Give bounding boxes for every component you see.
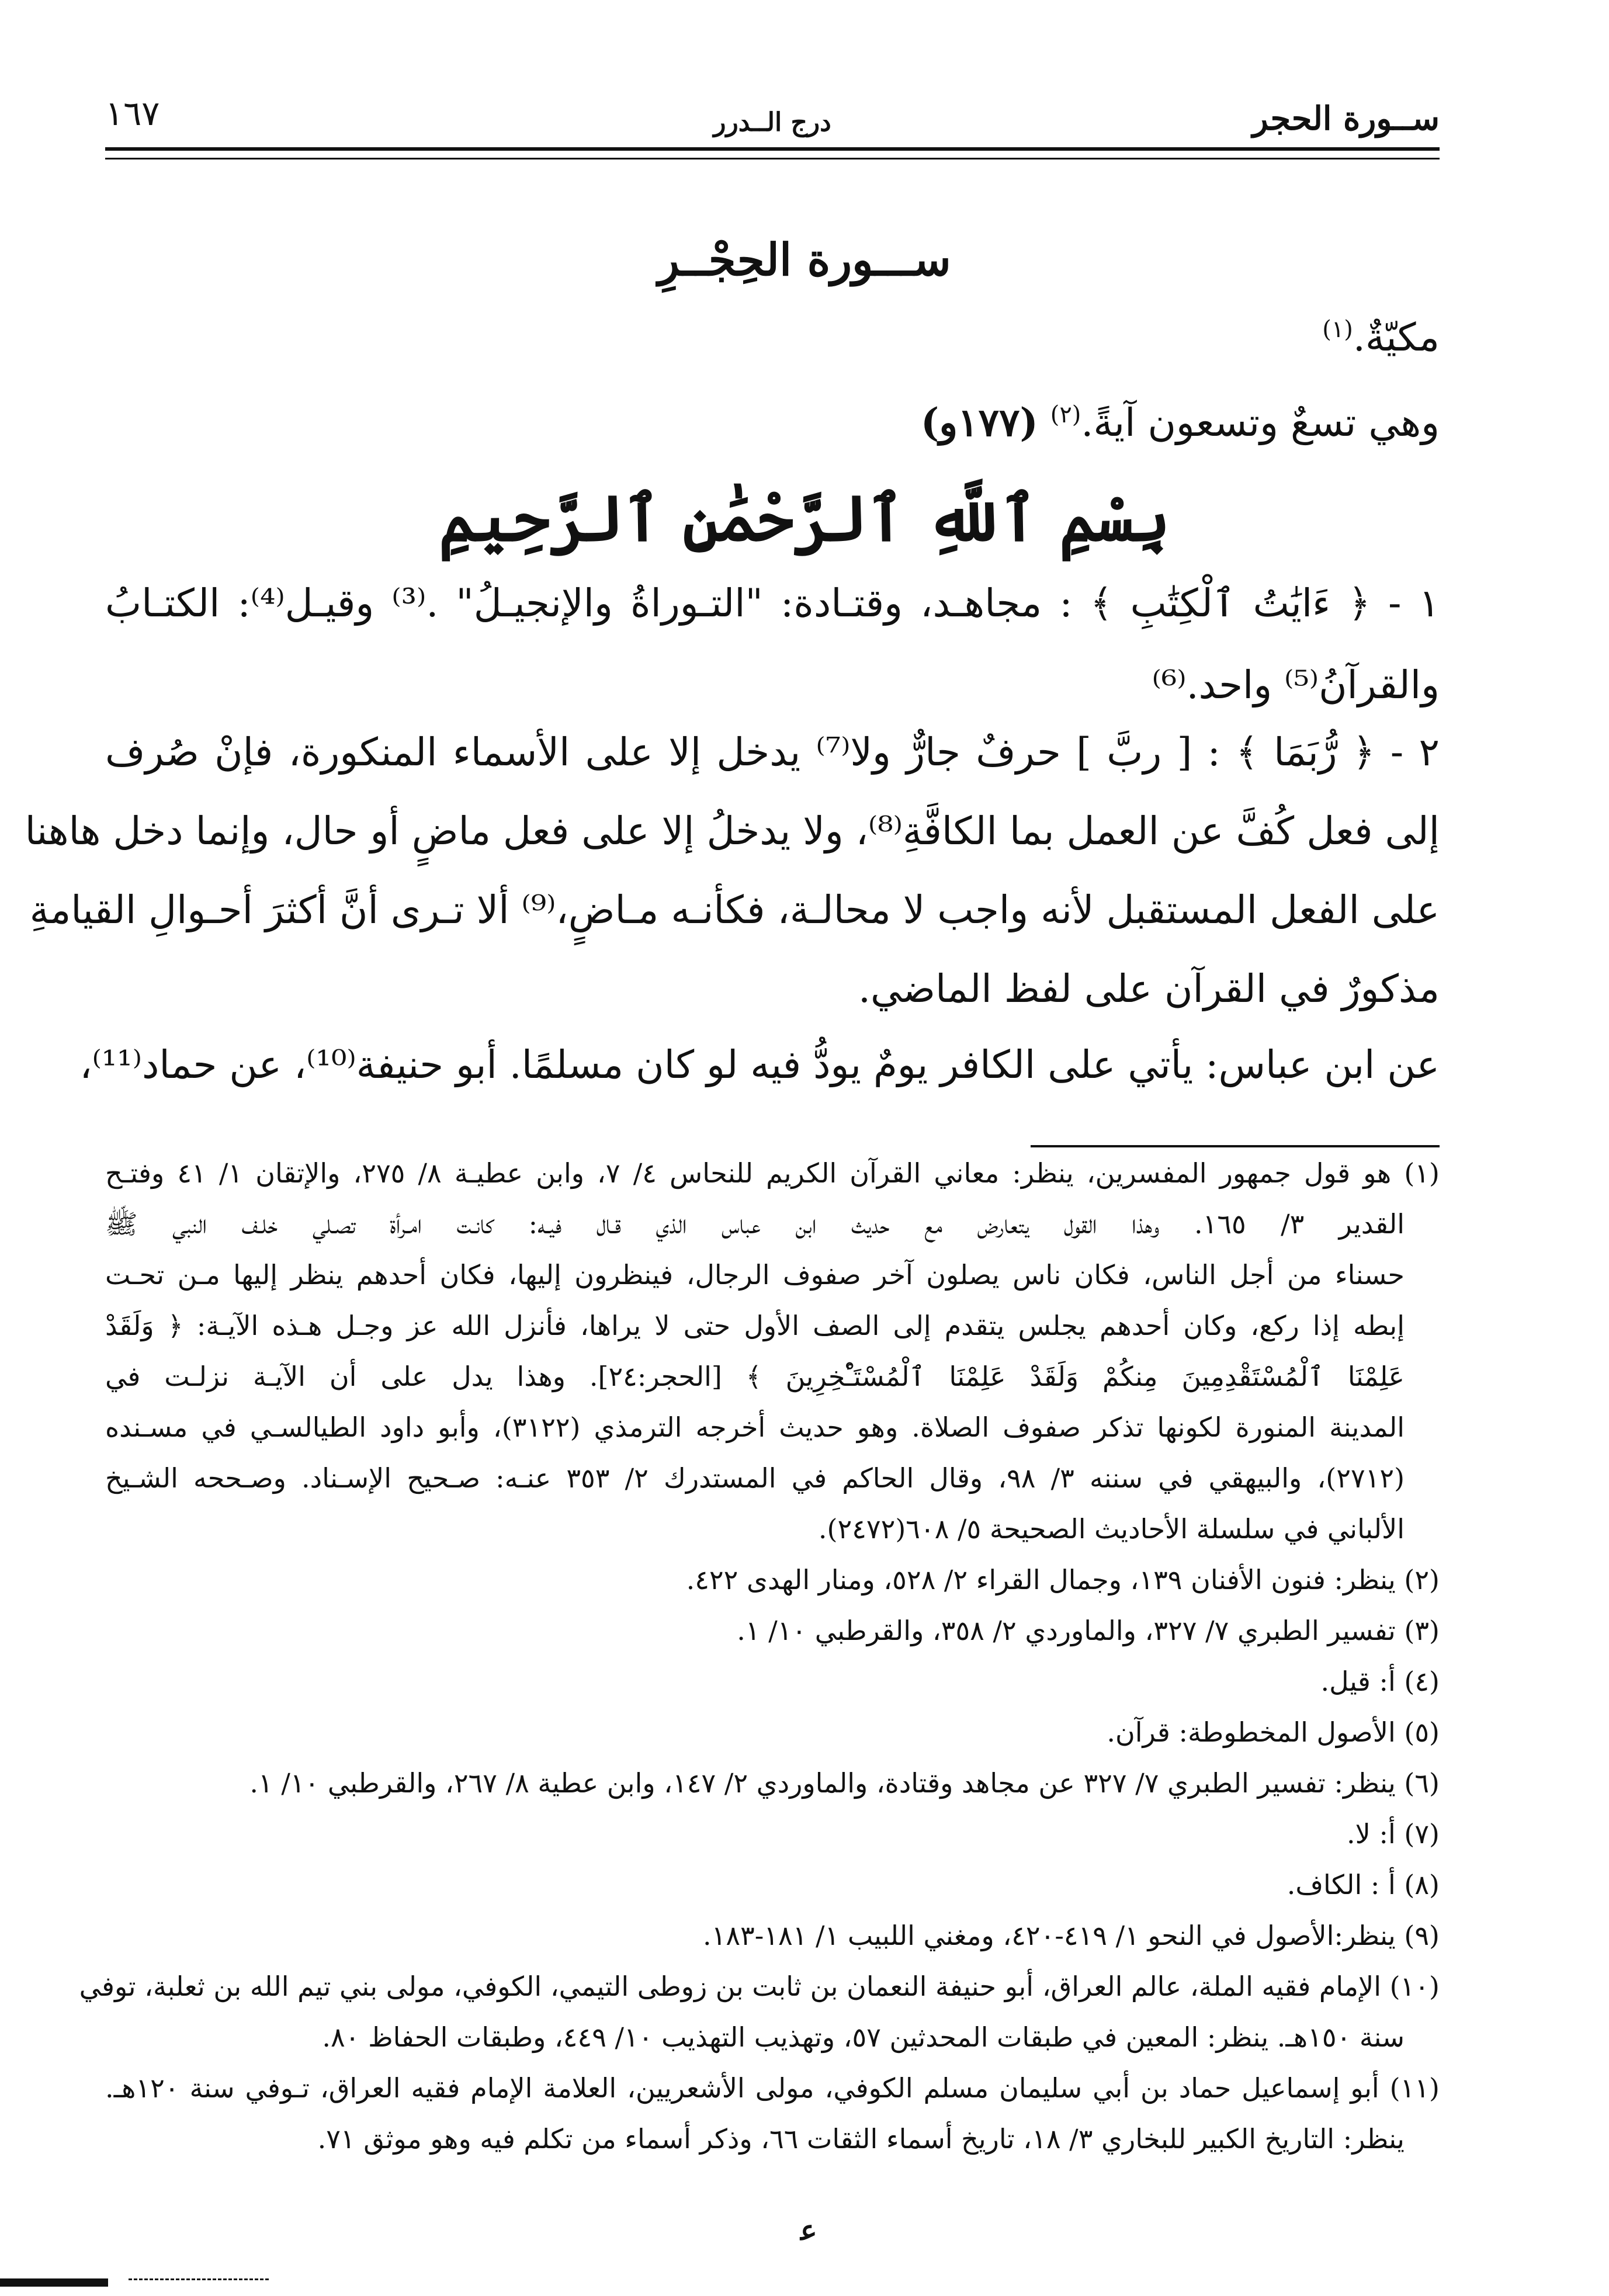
scan-edge-bar [0,2278,108,2287]
footnote-line: (٣) تفسير الطبري ٧/ ٣٢٧، والماوردي ٢/ ٣٥٨، والقرطبي ١٠/ ١. [737,1615,1440,1646]
footnote-separator [1031,1145,1440,1147]
folio-mark: (١٧٧و) [921,400,1038,445]
footnote-line: (٤) أ: قيل. [1320,1666,1440,1697]
footnote-line: (١١) أبو إسماعيل حماد بن أبي سليمان مسلم الكوفي، مولى الأشعريين، العلامة الإمام فقيه العراق، تـوفي سنة ١٢٠هـ. [105,2072,1440,2104]
header-book-title: درج الــدرر [713,107,831,137]
header-rule [105,147,1440,159]
footnote-line: الألباني في سلسلة الأحاديث الصحيحة ٥/ ٦٠٨(٢٤٧٢). [818,1513,1405,1545]
footnote-line: (٦) ينظر: تفسير الطبري ٧/ ٣٢٧ عن مجاهد وقتادة، والماوردي ٢/ ١٤٧، وابن عطية ٨/ ٢٦٧، والقرطبي ١٠/ ١. [249,1767,1440,1799]
footnote-line: (٢٧١٢)، والبيهقي في سننه ٣/ ٩٨، وقال الحاكم في المستدرك ٢/ ٣٥٣ عنـه: صـحيح الإسـناد. وصـححه الشـيخ [105,1462,1405,1494]
signature-mark: ﻋ [800,2214,817,2247]
footnote-ref: (٢) [1050,401,1081,428]
footnote-line: المدينة المنورة لكونها تذكر صفوف الصلاة. وهو حديث أخرجه الترمذي (٣١٢٢)، وأبو داود الطيالسـي في مسـنده [105,1411,1405,1443]
header-surah-name: ســورة الحجر [1252,99,1440,138]
footnote-line: حسناء من أجل الناس، فكان ناس يصلون آخر صفوف الرجال، فينظرون إليها، فكان أحدهم ينظر إليها مـن تحـت [105,1259,1405,1291]
page-number: ١٦٧ [105,93,160,133]
surah-title: ســـورة الحِجْــرِ [658,234,951,286]
body-line: إلى فعل كُفَّ عن العمل بما الكافَّةِ⁽⁸⁾، ولا يدخلُ إلا على فعل ماضٍ أو حال، وإنما دخل هاهنا [25,809,1440,854]
scan-edge-dash [129,2278,269,2280]
footnote-line: (١) هو قول جمهور المفسرين، ينظر: معاني القرآن الكريم للنحاس ٤/ ٧، وابن عطيـة ٨/ ٢٧٥، والإتقان ١/ ٤١ وفتـح [105,1157,1440,1189]
footnote-line: (١٠) الإمام فقيه الملة، عالم العراق، أبو حنيفة النعمان بن ثابت بن زوطى التيمي، الكوفي، مولى بني تيم الله بن ثعلبة، توفي [79,1971,1440,2002]
footnote-line: (٥) الأصول المخطوطة: قرآن. [1107,1716,1440,1748]
footnote-line: (٧) أ: لا. [1347,1818,1440,1850]
footnote-line: ينظر: التاريخ الكبير للبخاري ٣/ ١٨، تاريخ أسماء الثقات ٦٦، وذكر أسماء من تكلم فيه وهو موثق ٧١. [317,2123,1405,2155]
footnote-ref: (١) [1322,316,1353,343]
makki-line [105,315,1440,360]
verses-line [105,400,1440,445]
makki-text: مكيّةٌ. [1353,315,1440,360]
footnote-line: سنة ١٥٠هـ. ينظر: المعين في طبقات المحدثين ٥٧، وتهذيب التهذيب ١٠/ ٤٤٩، وطبقات الحفاظ ٨٠. [322,2021,1405,2053]
footnote-line: إبطه إذا ركع، وكان أحدهم يجلس يتقدم إلى الصف الأول حتى لا يراها، فأنزل الله عز وجـل هـذه الآيـة: ﴿ وَلَقَدْ [105,1310,1405,1341]
body-line: ١ - ﴿ ءَايَٰتُ ٱلْكِتَٰبِ ﴾ : مجاهـد، وقتـادة: "التـوراةُ والإنجيـلُ" .⁽³⁾ وقيـل⁽⁴⁾: الكتـابُ [105,581,1440,626]
footnote-line: (٩) ينظر:الأصول في النحو ١/ ٤١٩-٤٢٠، ومغني اللبيب ١/ ١٨١-١٨٣. [703,1920,1440,1951]
body-line: على الفعل المستقبل لأنه واجب لا محالـة، فكأنـه مـاضٍ،⁽⁹⁾ ألا تـرى أنَّ أكثرَ أحـوالِ القيامةِ [29,887,1440,932]
body-line: مذكورٌ في القرآن على لفظ الماضي. [858,966,1440,1011]
footnote-line: (٨) أ : الكاف. [1286,1869,1440,1900]
verses-text: وهي تسعٌ وتسعون آيةً. [1081,400,1440,445]
body-line: ٢ - ﴿ رُّبَمَا ﴾ : [ ربَّ ] حرفٌ جارٌّ ولا⁽⁷⁾ يدخل إلا على الأسماء المنكورة، فإنْ صُرف [105,730,1440,775]
footnote-line: عَلِمْنَا ٱلْمُسْتَقْدِمِينَ مِنكُمْ وَلَقَدْ عَلِمْنَا ٱلْمُسْتَـْٔخِرِينَ ﴾ [الحجر:٢٤]. وهذا يدل على أن الآيـة نزلـت في [105,1361,1405,1392]
footnote-line: (٢) ينظر: فنون الأفنان ١٣٩، وجمال القراء ٢/ ٥٢٨، ومنار الهدى ٤٢٢. [686,1564,1440,1596]
basmala: بِسْمِ ٱللَّهِ ٱلرَّحْمَٰنِ ٱلرَّحِيمِ [439,482,1170,556]
body-line: والقرآنُ⁽⁵⁾ واحد.⁽⁶⁾ [1152,663,1440,707]
running-header [105,88,1440,152]
footnote-line: القدير ٣/ ١٦٥. وهذا القول يتعارض مع حديث ابن عباس الذي قـال فيـه: كانـت امـرأة تصـلي خلـف النبي ﷺ [105,1208,1405,1240]
body-line: عن ابن عباس: يأتي على الكافر يومٌ يودُّ فيه لو كان مسلمًا. أبو حنيفة⁽¹⁰⁾، عن حماد⁽¹¹⁾، [79,1042,1440,1087]
